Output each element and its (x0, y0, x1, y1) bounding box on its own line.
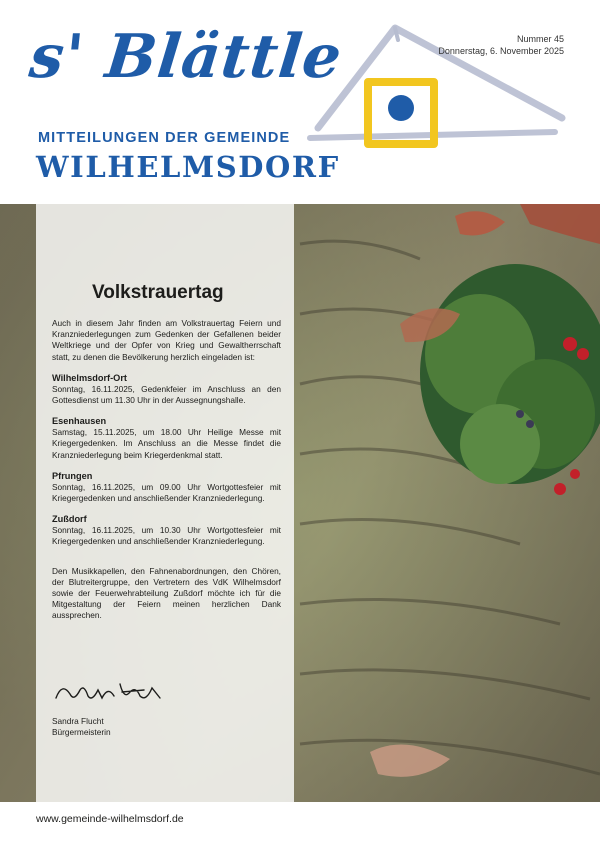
event-item (52, 415, 281, 461)
event-item (52, 470, 281, 504)
website-link[interactable]: www.gemeinde-wilhelmsdorf.de (36, 813, 184, 825)
masthead (0, 0, 600, 204)
article-intro: Auch in diesem Jahr finden am Volkstrauertag Feiern und Kranzniederlegungen zum Gedenken der Gefallenen beider Weltkriege und der Opfer von Krieg und Gewaltherrschaft statt, zu denen die Bevölkerung herzlich eingeladen ist: (52, 318, 281, 362)
signer-name: Sandra Flucht (52, 716, 104, 726)
event-details: Sonntag, 16.11.2025, Gedenkfeier im Anschluss an den Gottesdienst um 11.30 Uhr in der Aussegnungshalle. (52, 383, 281, 406)
newsletter-subtitle: MITTEILUNGEN DER GEMEINDE (38, 130, 291, 146)
article-thanks: Den Musikkapellen, den Fahnenabordnungen, den Chören, der Blutreitergruppe, den Vertretern des VdK Wilhelmsdorf sowie der Feuerwehrabteilung Zußdorf möchte ich für die Mitgestaltung der Feiern meinen herzlichen Dank aussprechen. (52, 565, 281, 621)
event-item (52, 372, 281, 406)
event-details: Sonntag, 16.11.2025, um 10.30 Uhr Wortgottesfeier mit Kriegergedenken und anschließender Kranzniederlegung. (52, 525, 281, 547)
event-place: Zußdorf (52, 514, 87, 525)
handwritten-signature-icon (52, 676, 172, 706)
event-place: Esenhausen (52, 416, 107, 427)
municipality-name: WILHELMSDORF (36, 150, 340, 184)
signer-role: Bürgermeisterin (52, 727, 111, 737)
newsletter-title: s' Blättle (26, 22, 346, 92)
event-place: Wilhelmsdorf-Ort (52, 372, 127, 383)
event-item (52, 513, 281, 547)
article-body (52, 318, 281, 622)
event-details: Sonntag, 16.11.2025, um 09.00 Uhr Wortgottesfeier mit Kriegergedenken und anschließender Kranzniederlegung. (52, 481, 281, 504)
issue-date: Donnerstag, 6. November 2025 (438, 46, 564, 56)
issue-number: Nummer 45 (516, 34, 564, 44)
event-place: Pfrungen (52, 470, 93, 481)
event-details: Samstag, 15.11.2025, um 18.00 Uhr Heilige Messe mit Kriegergedenken. Im Anschluss an die Messe findet die Kranzniederlegung beim Kriegerdenkmal statt. (52, 427, 281, 460)
article-heading: Volkstrauertag (92, 282, 224, 303)
